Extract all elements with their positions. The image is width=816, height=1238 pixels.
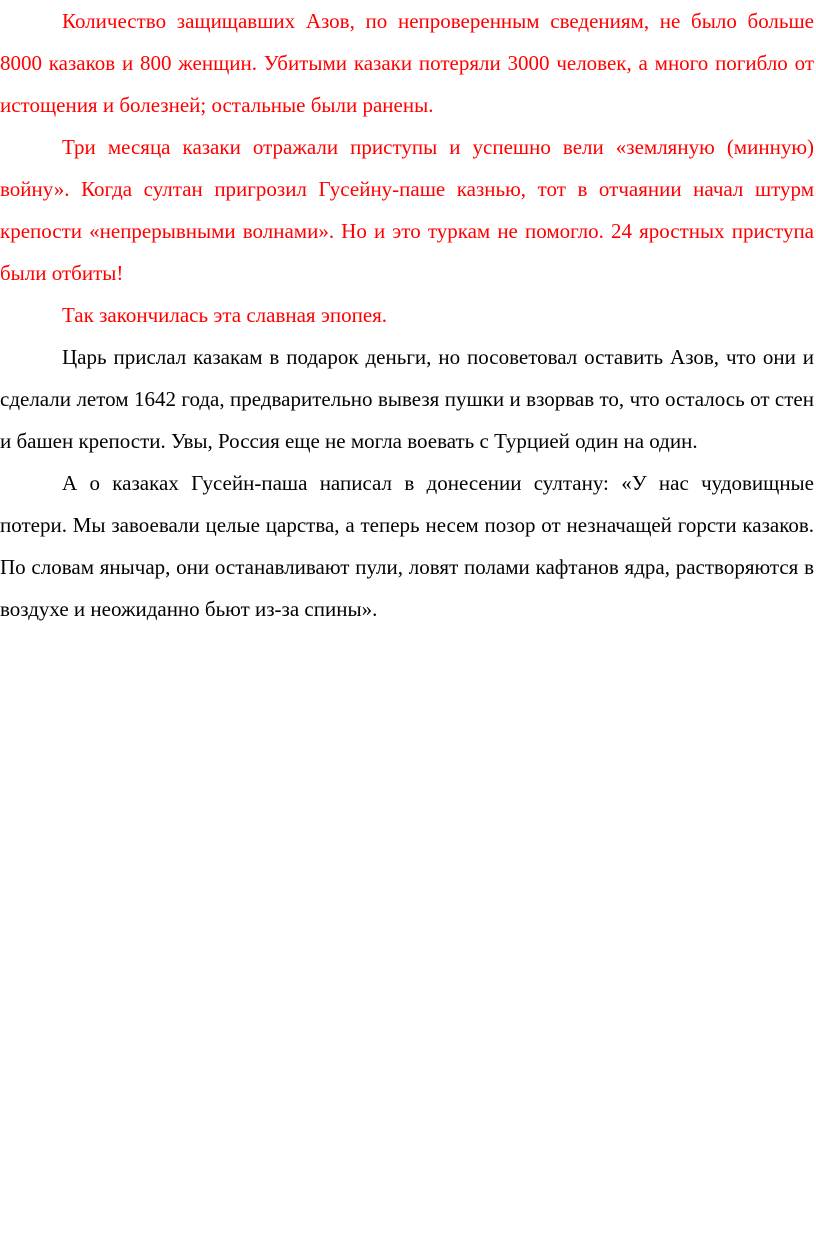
paragraph-siege-months: Три месяца казаки отражали приступы и успешно вели «земляную (минную) войну». Когда султан пригрозил Гусейну-паше казнью, тот в отчаянии начал штурм крепости «непрерывными волнами». Но и это туркам не помогло. 24 яростных приступа были отбиты!: [0, 135, 814, 285]
paragraph-defenders-count: Количество защищавших Азов, по непроверенным сведениям, не было больше 8000 казаков и 800 женщин. Убитыми казаки потеряли 3000 человек, а много погибло от истощения и болезней; остальные были ранены.: [0, 9, 814, 117]
paragraph-epic-end: Так закончилась эта славная эпопея.: [62, 303, 388, 327]
paragraph-tsar-gift: Царь прислал казакам в подарок деньги, но посоветовал оставить Азов, что они и сделали летом 1642 года, предварительно вывезя пушки и взорвав то, что осталось от стен и башен крепости. Увы, Россия еще не могла воевать с Турцией один на один.: [0, 345, 814, 453]
paragraph-pasha-report: А о казаках Гусейн-паша написал в донесении султану: «У нас чудовищные потери. Мы завоевали целые царства, а теперь несем позор от незначащей горсти казаков. По словам янычар, они останавливают пули, ловят полами кафтанов ядра, растворяются в воздухе и неожиданно бьют из-за спины».: [0, 471, 814, 621]
